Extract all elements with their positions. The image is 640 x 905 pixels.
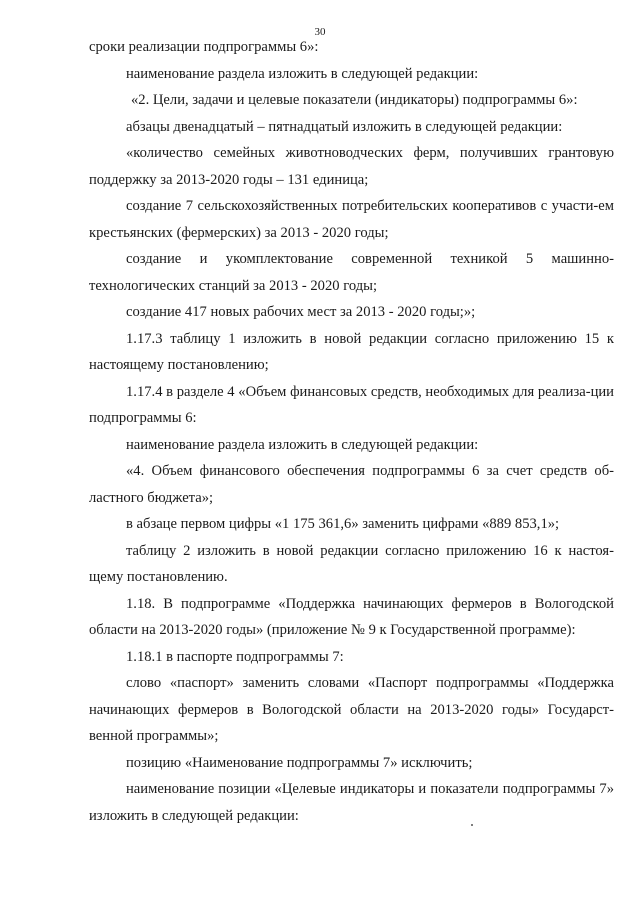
- scan-speck: [471, 824, 473, 826]
- paragraph-7: создание и укомплектование современной техникой 5 машинно-технологических станций за 2013 - 2020 годы;: [89, 251, 614, 294]
- paragraph-8: создание 417 новых рабочих мест за 2013 - 2020 годы;»;: [126, 304, 476, 320]
- paragraph-3: «2. Цели, задачи и целевые показатели (индикаторы) подпрограммы 6»:: [131, 92, 578, 108]
- paragraph-11: наименование раздела изложить в следующей редакции:: [126, 436, 479, 453]
- paragraph-14: таблицу 2 изложить в новой редакции согласно приложению 16 к настоя-щему постановлению.: [89, 542, 614, 585]
- paragraph-12: «4. Объем финансового обеспечения подпрограммы 6 за счет средств об-ластного бюджета»;: [89, 463, 614, 506]
- paragraph-15: 1.18. В подпрограмме «Поддержка начинающих фермеров в Вологодской области на 2013-2020 годы» (приложение № 9 к Государственной программе):: [89, 595, 614, 638]
- document-body: [89, 34, 614, 829]
- paragraph-6: создание 7 сельскохозяйственных потребительских кооперативов с участи-ем крестьянских (фермерских) за 2013 - 2020 годы;: [89, 198, 614, 241]
- paragraph-13: в абзаце первом цифры «1 175 361,6» заменить цифрами «889 853,1»;: [126, 516, 560, 532]
- paragraph-18: позицию «Наименование подпрограммы 7» исключить;: [126, 754, 473, 771]
- paragraph-17: слово «паспорт» заменить словами «Паспорт подпрограммы «Поддержка начинающих фермеров в Вологодской области на 2013-2020 годы» Государст-венной программы»;: [89, 675, 614, 744]
- paragraph-5: «количество семейных животноводческих ферм, получивших грантовую поддержку за 2013-2020 годы – 131 единица;: [89, 145, 614, 188]
- paragraph-1: сроки реализации подпрограммы 6»:: [89, 39, 319, 55]
- paragraph-4: абзацы двенадцатый – пятнадцатый изложить в следующей редакции:: [126, 118, 563, 135]
- paragraph-16: 1.18.1 в паспорте подпрограммы 7:: [126, 648, 344, 665]
- paragraph-19: наименование позиции «Целевые индикаторы и показатели подпрограммы 7» изложить в следующей редакции:: [89, 781, 614, 824]
- page-number: 30: [314, 26, 326, 38]
- paragraph-2: наименование раздела изложить в следующей редакции:: [126, 65, 479, 82]
- paragraph-10: 1.17.4 в разделе 4 «Объем финансовых средств, необходимых для реализа-ции подпрограммы 6:: [89, 383, 614, 426]
- paragraph-9: 1.17.3 таблицу 1 изложить в новой редакции согласно приложению 15 к настоящему постановлению;: [89, 330, 614, 373]
